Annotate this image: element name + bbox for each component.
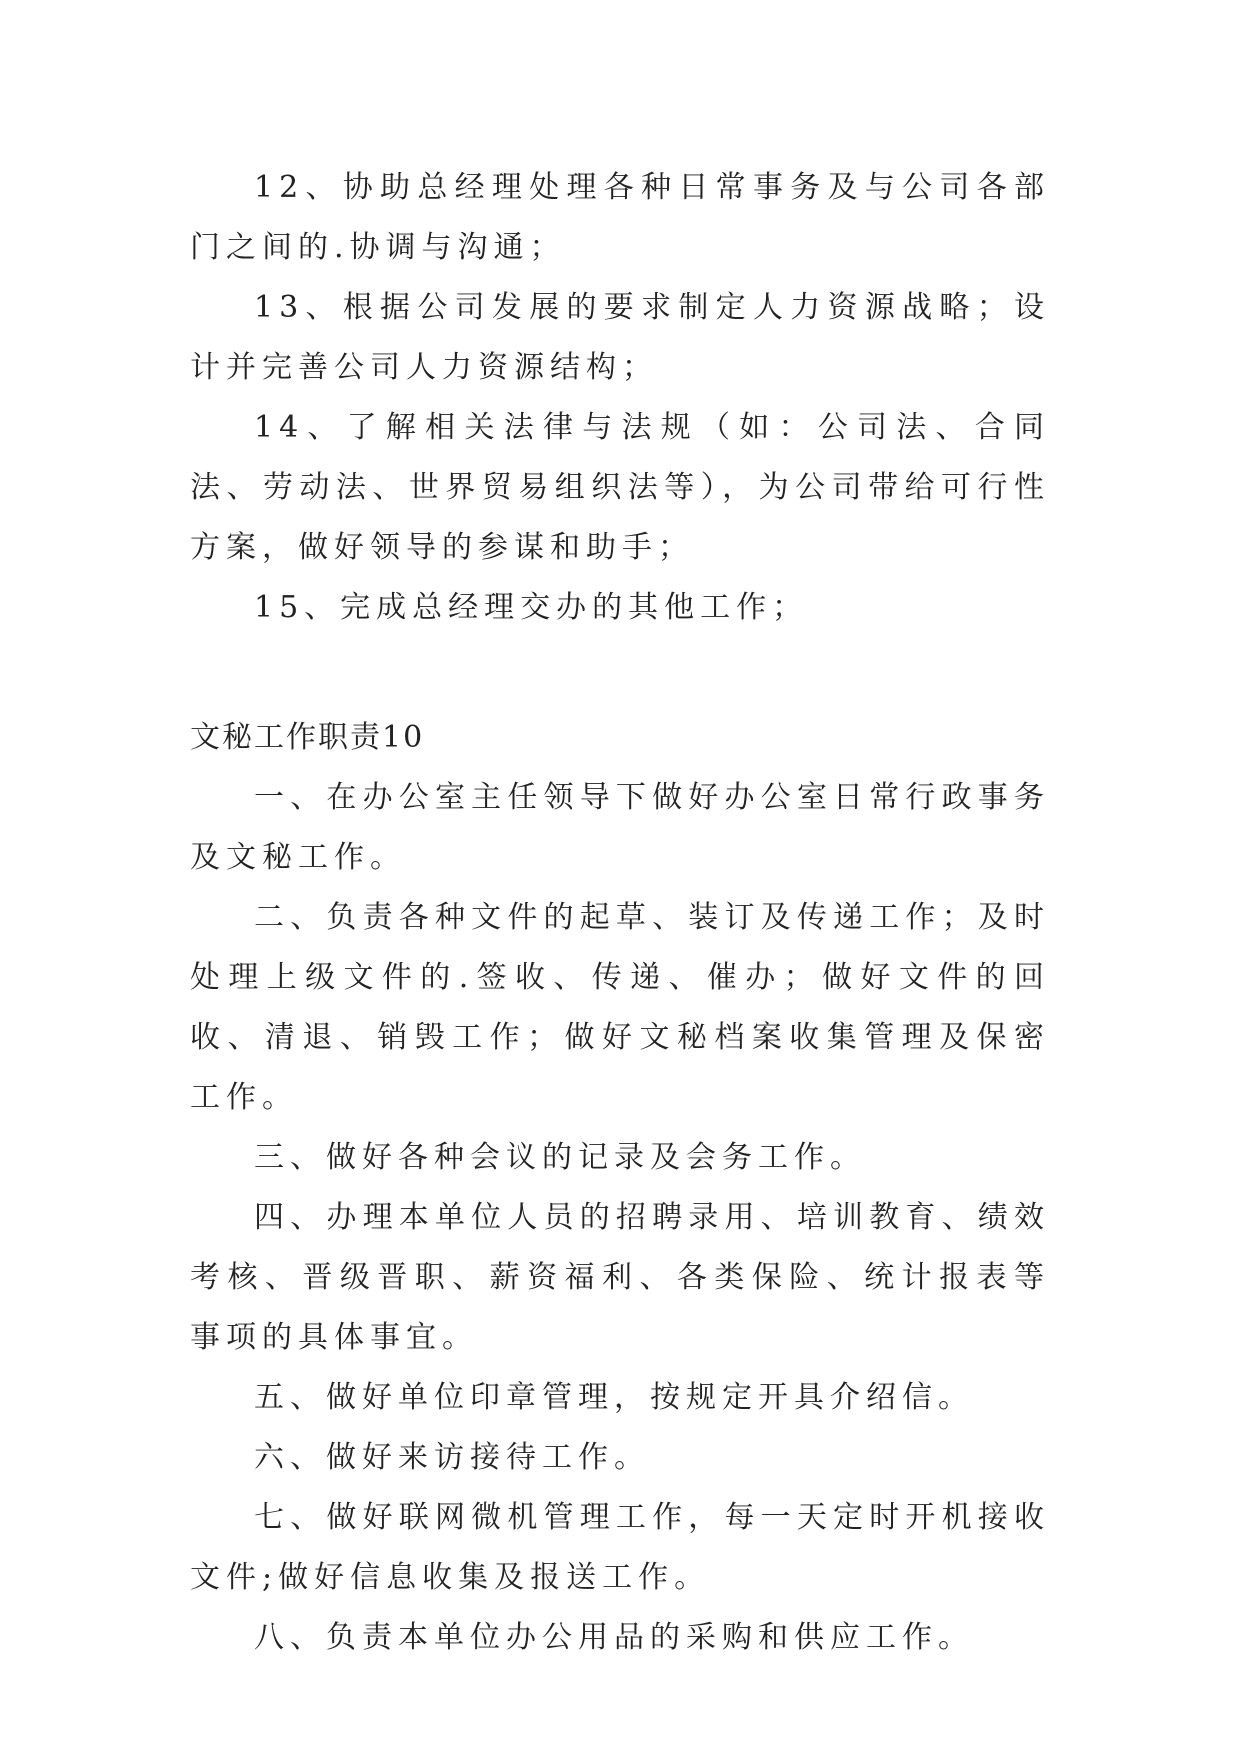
duty-item-2: 二、负责各种文件的起草、装订及传递工作；及时处理上级文件的.签收、传递、催办；做好文件的回收、清退、销毁工作；做好文秘档案收集管理及保密工作。: [190, 900, 1050, 1115]
duty-item-7: 七、做好联网微机管理工作，每一天定时开机接收文件;做好信息收集及报送工作。: [190, 1500, 1050, 1595]
duty-item-3: 三、做好各种会议的记录及会务工作。: [254, 1140, 866, 1175]
paragraph-item-12: 12、协助总经理处理各种日常事务及与公司各部门之间的.协调与沟通；: [190, 170, 1050, 265]
duty-item-1: 一、在办公室主任领导下做好办公室日常行政事务及文秘工作。: [190, 780, 1050, 875]
paragraph-item-15: 15、完成总经理交办的其他工作；: [254, 590, 809, 625]
duty-item-4: 四、办理本单位人员的招聘录用、培训教育、绩效考核、晋级晋职、薪资福利、各类保险、统计报表等事项的具体事宜。: [190, 1200, 1050, 1355]
document-body: [190, 158, 1050, 1668]
duty-item-6: 六、做好来访接待工作。: [254, 1440, 650, 1475]
paragraph-item-14: 14、了解相关法律与法规（如：公司法、合同法、劳动法、世界贸易组织法等），为公司带给可行性方案，做好领导的参谋和助手；: [190, 410, 1050, 565]
duty-item-8: 八、负责本单位办公用品的采购和供应工作。: [254, 1620, 974, 1655]
duty-item-5: 五、做好单位印章管理，按规定开具介绍信。: [254, 1380, 974, 1415]
section-title: 文秘工作职责10: [190, 720, 425, 755]
paragraph-item-13: 13、根据公司发展的要求制定人力资源战略；设计并完善公司人力资源结构；: [190, 290, 1050, 385]
